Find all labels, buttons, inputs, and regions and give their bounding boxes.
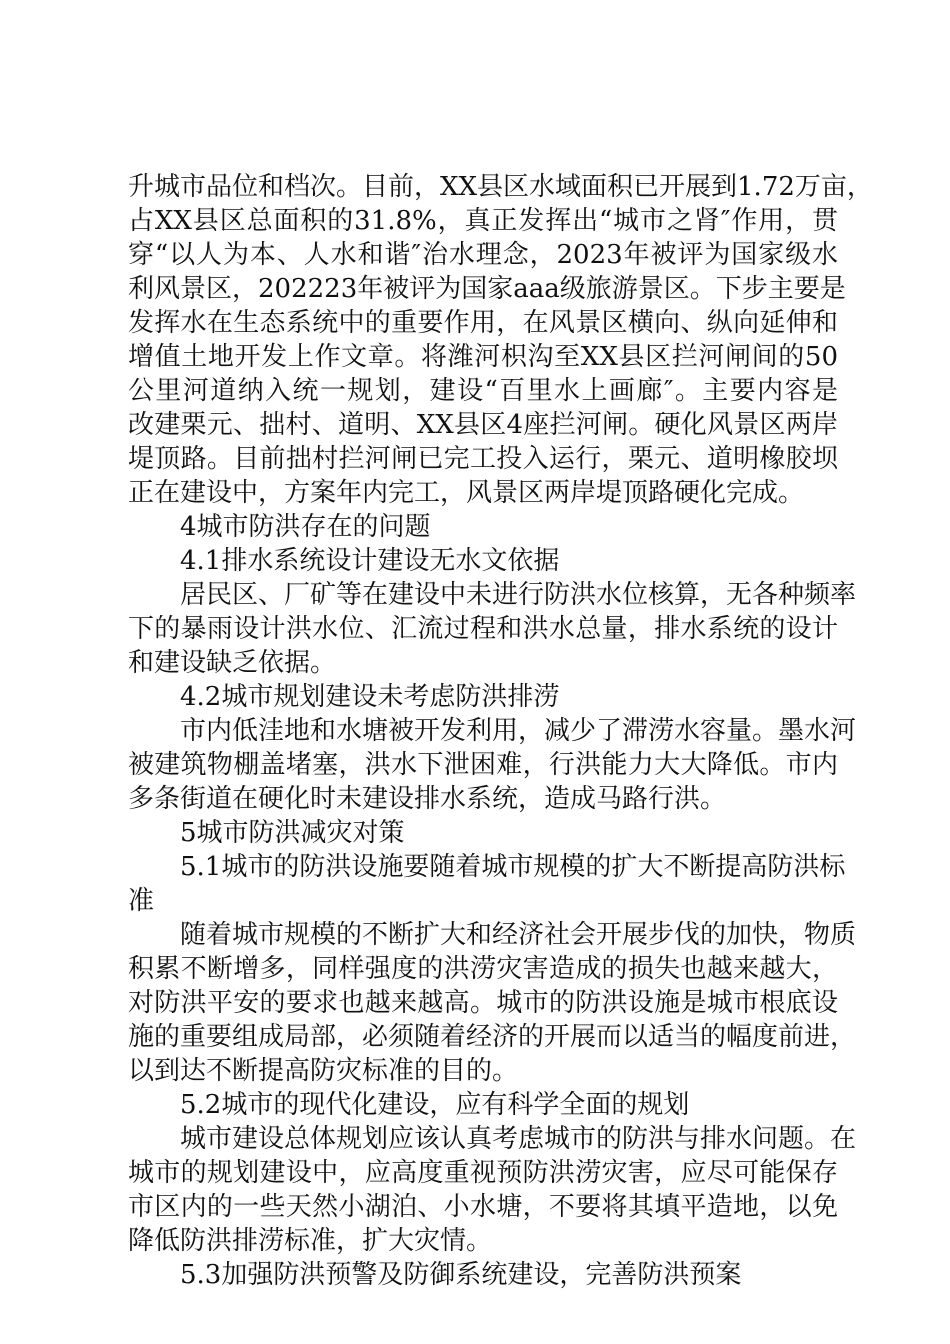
text-line: 5.1城市的防洪设施要随着城市规模的扩大不断提高防洪标 [180, 852, 846, 882]
text-line: 堤顶路。目前拙村拦河闸已完工投入运行，栗元、道明橡胶坝 [128, 444, 838, 474]
text-line: 随着城市规模的不断扩大和经济社会开展步伐的加快，物质 [180, 920, 857, 950]
text-line: 5.2城市的现代化建设，应有科学全面的规划 [180, 1090, 690, 1120]
text-line: 被建筑物棚盖堵塞，洪水下泄困难，行洪能力大大降低。市内 [128, 750, 838, 780]
text-line: 以到达不断提高防灾标准的目的。 [128, 1056, 519, 1086]
text-line: 发挥水在生态系统中的重要作用，在风景区横向、纵向延伸和 [128, 308, 838, 338]
text-line: 4.1排水系统设计建设无水文依据 [180, 546, 560, 576]
document-body [128, 170, 873, 1292]
text-line: 居民区、厂矿等在建设中未进行防洪水位核算，无各种频率 [180, 580, 857, 610]
text-line: 公里河道纳入统一规划，建设“百里水上画廊″。主要内容是 [128, 376, 838, 406]
text-line: 增值土地开发上作文章。将潍河枳沟至XX县区拦河闸间的50 [128, 342, 838, 372]
text-line: 正在建设中，方案年内完工，风景区两岸堤顶路硬化完成。 [128, 478, 805, 508]
text-line: 对防洪平安的要求也越来越高。城市的防洪设施是城市根底设 [128, 988, 838, 1018]
text-line: 改建栗元、拙村、道明、XX县区4座拦河闸。硬化风景区两岸 [128, 410, 838, 440]
text-line: 5.3加强防洪预警及防御系统建设，完善防洪预案 [180, 1260, 742, 1290]
text-line: 市区内的一些天然小湖泊、小水塘，不要将其填平造地，以免 [128, 1192, 838, 1222]
text-line: 4.2城市规划建设未考虑防洪排涝 [180, 682, 560, 712]
text-line: 利风景区，202223年被评为国家aaa级旅游景区。下步主要是 [128, 274, 846, 304]
text-line: 施的重要组成局部，必须随着经济的开展而以适当的幅度前进， [128, 1022, 857, 1052]
text-line: 升城市品位和档次。目前，XX县区水域面积已开展到1.72万亩， [128, 172, 873, 202]
text-line: 城市的规划建设中，应高度重视预防洪涝灾害，应尽可能保存 [128, 1158, 838, 1188]
text-line: 下的暴雨设计洪水位、汇流过程和洪水总量，排水系统的设计 [128, 614, 838, 644]
text-line: 多条街道在硬化时未建设排水系统，造成马路行洪。 [128, 784, 727, 814]
text-line: 和建设缺乏依据。 [128, 648, 337, 678]
text-line: 准 [128, 886, 155, 916]
text-line: 城市建设总体规划应该认真考虑城市的防洪与排水问题。在 [180, 1124, 857, 1154]
text-line: 占XX县区总面积的31.8%，真正发挥出“城市之肾″作用，贯 [128, 206, 838, 236]
text-line: 穿“以人为本、人水和谐″治水理念，2023年被评为国家级水 [128, 240, 838, 270]
text-line: 市内低洼地和水塘被开发利用，减少了滞涝水容量。墨水河 [180, 716, 857, 746]
text-line: 积累不断增多，同样强度的洪涝灾害造成的损失也越来越大， [128, 954, 838, 984]
text-line: 降低防洪排涝标准，扩大灾情。 [128, 1226, 493, 1256]
text-line: 4城市防洪存在的问题 [180, 512, 431, 542]
text-line: 5城市防洪减灾对策 [180, 818, 405, 848]
